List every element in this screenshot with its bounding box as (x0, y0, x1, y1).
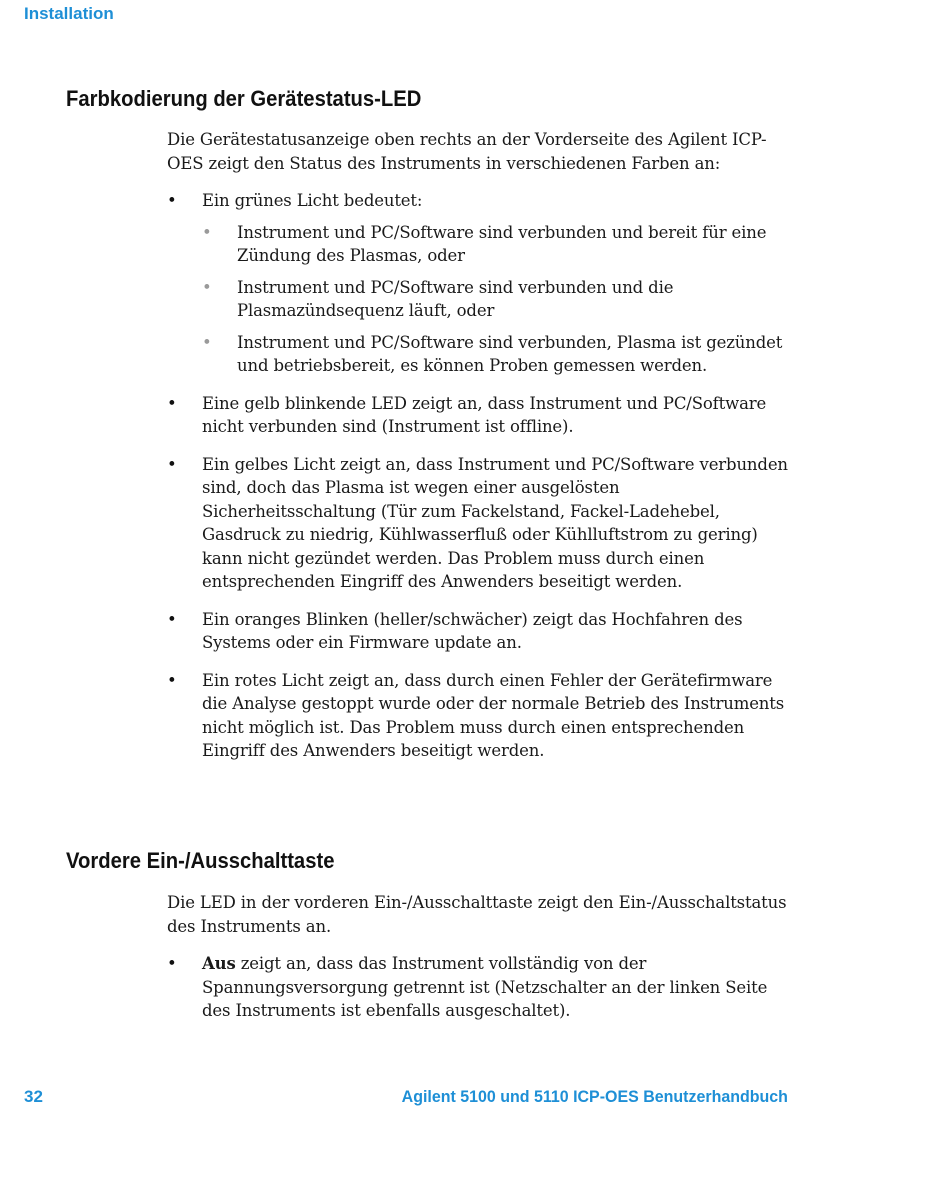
list-item (167, 669, 792, 763)
manual-title: Agilent 5100 und 5110 ICP-OES Benutzerhandbuch (401, 1087, 788, 1106)
bullet-icon: • (167, 393, 177, 413)
sub-bullet-icon: • (202, 332, 212, 352)
sub-bullet-icon: • (202, 277, 212, 297)
section-body-power-button (167, 891, 792, 1023)
bullet-icon: • (167, 954, 177, 973)
led-bullet-list (167, 189, 792, 763)
sub-list-item (202, 331, 792, 378)
sub-list-item-text: Instrument und PC/Software sind verbunden, Plasma ist gezündet und betriebsbereit, es können Proben gemessen werden. (237, 332, 783, 375)
intro-paragraph: Die Gerätestatusanzeige oben rechts an der Vorderseite des Agilent ICP-OES zeigt den Status des Instruments in verschiedenen Farben an: (167, 130, 767, 173)
list-item (167, 608, 792, 655)
section-title-power-button: Vordere Ein-/Ausschalttaste (66, 848, 335, 873)
list-item (167, 392, 792, 439)
intro-paragraph: Die LED in der vorderen Ein-/Ausschalttaste zeigt den Ein-/Ausschaltstatus des Instruments an. (167, 893, 787, 936)
power-bullet-list (167, 952, 792, 1023)
section-body-led-colors (167, 128, 792, 763)
section-title-led-colors: Farbkodierung der Gerätestatus-LED (66, 86, 422, 111)
list-item-text: zeigt an, dass das Instrument vollständig von der Spannungsversorgung getrennt ist (Netzschalter an der linken Seite des Instruments ist ebenfalls ausgeschaltet). (202, 954, 768, 1020)
sub-bullet-icon: • (202, 222, 212, 242)
sub-list-item-text: Instrument und PC/Software sind verbunden und bereit für eine Zündung des Plasmas, oder (237, 222, 767, 265)
list-item (167, 189, 792, 378)
sub-list-item (202, 276, 792, 323)
list-item (167, 453, 792, 594)
bullet-icon: • (167, 454, 177, 474)
running-header: Installation (24, 4, 114, 23)
list-item-keyword: Aus (202, 954, 236, 973)
green-sub-list (202, 221, 792, 378)
bullet-icon: • (167, 609, 177, 629)
bullet-icon: • (167, 670, 177, 690)
list-item-text: Eine gelb blinkende LED zeigt an, dass Instrument und PC/Software nicht verbunden sind (Instrument ist offline). (202, 393, 767, 436)
bullet-icon: • (167, 191, 177, 210)
list-item-text: Ein grünes Licht bedeutet: (202, 191, 423, 210)
list-item-text: Ein oranges Blinken (heller/schwächer) zeigt das Hochfahren des Systems oder ein Firmware update an. (202, 609, 743, 652)
list-item-text: Ein rotes Licht zeigt an, dass durch einen Fehler der Gerätefirmware die Analyse gestoppt wurde oder der normale Betrieb des Instruments nicht möglich ist. Das Problem muss durch einen entsprechenden Eingriff des Anwenders beseitigt werden. (202, 670, 785, 760)
sub-list-item-text: Instrument und PC/Software sind verbunden und die Plasmazündsequenz läuft, oder (237, 277, 674, 320)
sub-list-item (202, 221, 792, 268)
page-number: 32 (24, 1087, 43, 1106)
list-item (167, 952, 792, 1023)
list-item-text: Ein gelbes Licht zeigt an, dass Instrument und PC/Software verbunden sind, doch das Plasma ist wegen einer ausgelösten Sicherheitsschaltung (Tür zum Fackelstand, Fackel-Ladehebel, Gasdruck zu niedrig, Kühlwasserfluß oder Kühlluftstrom zu gering) kann nicht gezündet werden. Das Problem muss durch einen entsprechenden Eingriff des Anwenders beseitigt werden. (202, 454, 788, 591)
